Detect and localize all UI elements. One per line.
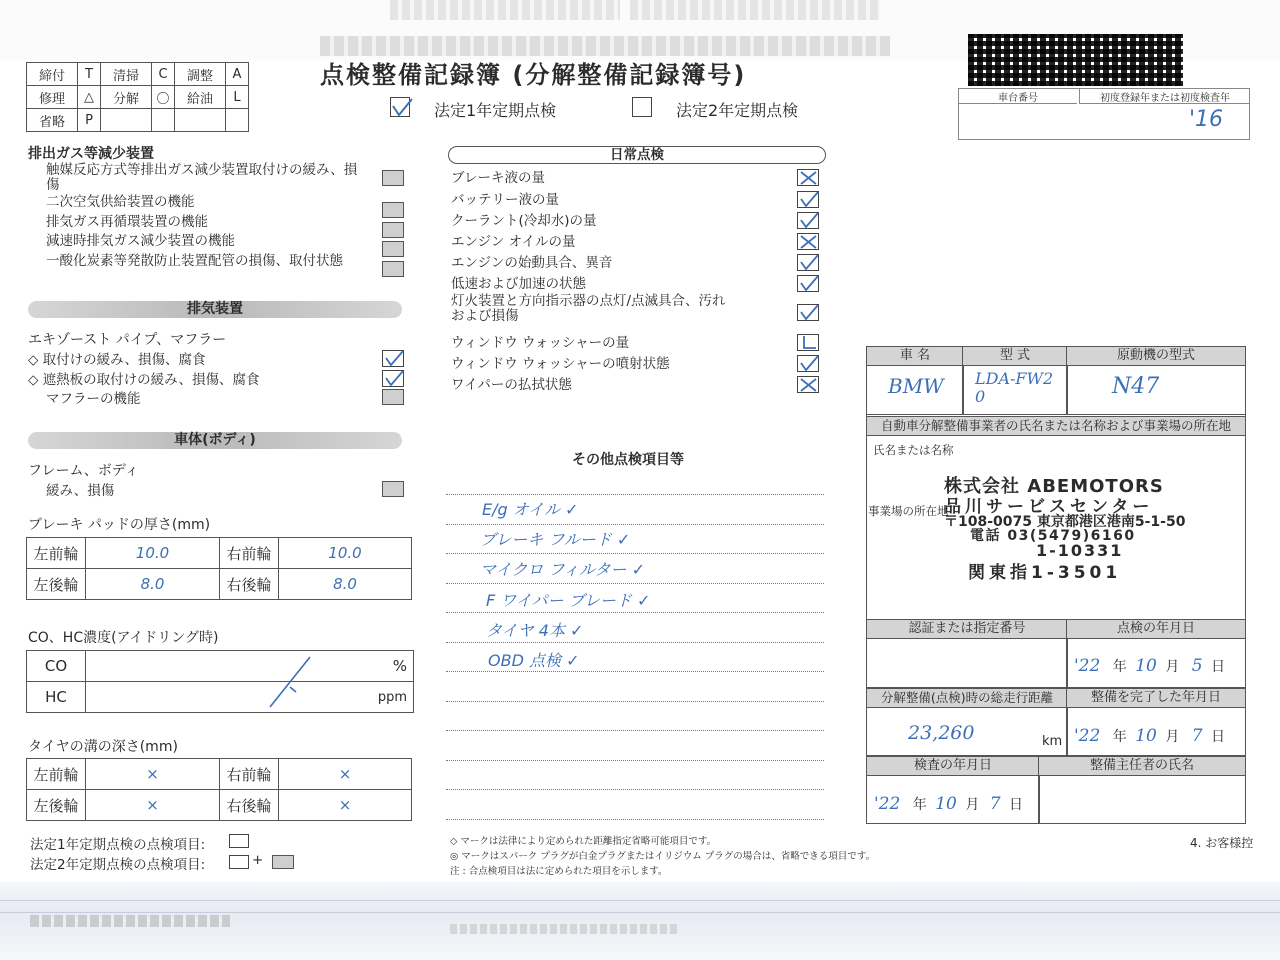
exhaust-checkbox[interactable] (382, 389, 404, 405)
other-dotted-line (446, 789, 824, 790)
other-note: マイクロ フィルター ✓ (480, 560, 646, 579)
option1-label: 法定1年定期点検 (434, 101, 557, 120)
body-checkbox[interactable] (382, 481, 404, 497)
legend-cell: 修理 (27, 86, 78, 109)
km-unit: km (1042, 734, 1063, 749)
legend-cell: C (152, 63, 175, 86)
daily-item: 灯火装置と方向指示器の点灯/点滅具合、汚れおよび損傷 (451, 293, 726, 324)
brake-pad-table (26, 537, 412, 600)
cert-number-2: 関東指1-3501 (968, 563, 1122, 583)
legend-cell (101, 109, 152, 132)
daily-checkbox[interactable] (797, 355, 819, 372)
engine-value: N47 (1112, 374, 1160, 399)
daily-checkbox[interactable] (797, 304, 819, 321)
exam-day-unit: 日 (1009, 797, 1024, 813)
legend-cell: T (78, 63, 101, 86)
body-item-label: 緩み、損傷 (46, 483, 115, 499)
page-edge-1 (0, 900, 1280, 901)
brake-rl-value: 8.0 (86, 569, 220, 600)
exhaust-gas-item: 触媒反応方式等排出ガス減少装置取付けの緩み、損傷 (46, 162, 358, 193)
exhaust-item: マフラーの機能 (46, 391, 141, 407)
inspect-mm: 10 (1135, 656, 1157, 676)
mirrored-text-bleed-2 (630, 0, 880, 20)
other-dotted-line (446, 671, 824, 672)
exam-month-unit: 月 (965, 797, 980, 813)
addr-label: 事業場の所在地 (868, 504, 949, 518)
exhaust-item: ◇ 遮熱板の取付けの緩み、損傷、腐食 (28, 372, 260, 388)
daily-item: ウィンドウ ウォッシャーの噴射状態 (451, 356, 670, 372)
daily-item: ウィンドウ ウォッシャーの量 (451, 335, 630, 351)
option1-checkbox[interactable] (390, 97, 410, 117)
footer-line1: 法定1年定期点検の点検項目: (30, 837, 206, 853)
branch-name: 品川サービスセンター (944, 497, 1154, 517)
other-dotted-line (446, 730, 824, 731)
complete-label: 整備を完了した年月日 (1066, 688, 1246, 708)
exam-yy: '22 (874, 794, 901, 814)
exhaust-gas-item: 二次空気供給装置の機能 (46, 194, 195, 210)
exhaust-item: ◇ 取付けの緩み、損傷、腐食 (28, 352, 206, 368)
exhaust-gas-checkbox[interactable] (382, 202, 404, 218)
exhaust-gas-checkbox[interactable] (382, 261, 404, 277)
legend-cell: 清掃 (101, 63, 152, 86)
footer-white-box-1 (229, 834, 249, 848)
complete-year-unit: 年 (1112, 729, 1127, 745)
exam-mm: 10 (935, 794, 957, 814)
complete-date-row (1074, 726, 1242, 746)
other-dotted-line (446, 701, 824, 702)
body-heading: フレーム、ボディ (28, 463, 139, 479)
vehicle-header-box (958, 88, 1250, 140)
tire-fr-label: 右前輪 (220, 759, 279, 790)
complete-month-unit: 月 (1165, 729, 1180, 745)
tire-rr-value: × (279, 790, 412, 821)
option2-checkbox[interactable] (632, 97, 652, 117)
mirrored-text-bleed (390, 0, 620, 20)
other-note: E/g オイル ✓ (482, 500, 579, 519)
inspect-dd: 5 (1191, 656, 1203, 676)
legend-table (26, 62, 249, 132)
other-note: F ワイパー ブレード ✓ (486, 591, 651, 610)
daily-heading: 日常点検 (448, 146, 826, 164)
brake-fl-label: 左前輪 (27, 538, 86, 569)
body-band: 車体(ボディ) (28, 432, 402, 449)
cert-label: 認証または指定番号 (866, 619, 1068, 639)
other-dotted-line (446, 583, 824, 584)
other-heading: その他点検項目等 (572, 452, 684, 468)
tire-rl-value: × (86, 790, 220, 821)
model-label: 型 式 (962, 346, 1068, 366)
exam-date-row (874, 794, 1036, 814)
daily-checkbox[interactable] (797, 169, 819, 186)
exhaust-gas-item: 排気ガス再循環装置の機能 (46, 214, 208, 230)
other-note: タイヤ 4本 ✓ (486, 621, 584, 640)
address: 〒108-0075 東京都港区港南5-1-50 (944, 514, 1186, 530)
exam-date-label: 検査の年月日 (866, 756, 1040, 776)
tire-fl-label: 左前輪 (27, 759, 86, 790)
chief-label: 整備主任者の氏名 (1038, 756, 1246, 776)
chief-cell (1038, 775, 1246, 824)
inspect-date-label: 点検の年月日 (1066, 619, 1246, 639)
name-label: 氏名または名称 (873, 443, 954, 457)
car-name-value: BMW (888, 374, 944, 398)
co-label: CO (27, 651, 86, 682)
legend-cell: P (78, 109, 101, 132)
legend-cell: A (226, 63, 249, 86)
exhaust-gas-heading: 排出ガス等減少装置 (28, 146, 154, 162)
other-dotted-line (446, 524, 824, 525)
inspect-day-unit: 日 (1211, 659, 1226, 675)
other-note: ブレーキ フルード ✓ (480, 530, 631, 549)
daily-item: ワイパーの払拭状態 (451, 377, 572, 393)
daily-item: バッテリー液の量 (451, 192, 559, 208)
complete-mm: 10 (1135, 726, 1157, 746)
complete-yy: '22 (1074, 726, 1101, 746)
co-hc-heading: CO、HC濃度(アイドリング時) (28, 630, 219, 646)
tire-fr-value: × (279, 759, 412, 790)
tire-rl-label: 左後輪 (27, 790, 86, 821)
inspect-month-unit: 月 (1165, 659, 1180, 675)
first-reg-value: '16 (1189, 107, 1224, 132)
daily-item: エンジン オイルの量 (451, 234, 576, 250)
footer-plus: + (252, 852, 264, 868)
exhaust-heading: エキゾースト パイプ、マフラー (28, 332, 227, 348)
reg-number-label: 車台番号 (959, 89, 1077, 104)
hc-label: HC (27, 682, 86, 713)
company-name: 株式会社 ABEMOTORS (944, 476, 1164, 497)
co-unit: % (86, 651, 414, 682)
complete-dd: 7 (1191, 726, 1203, 746)
other-dotted-line (446, 494, 824, 495)
model-value: LDA-FW20 (975, 369, 1054, 406)
legend-cell: 省略 (27, 109, 78, 132)
footer-line2: 法定2年定期点検の点検項目: (30, 857, 206, 873)
daily-checkbox[interactable] (797, 233, 819, 250)
inspect-year-unit: 年 (1112, 659, 1127, 675)
mirrored-title-bleed (320, 36, 890, 56)
complete-day-unit: 日 (1211, 729, 1226, 745)
daily-checkbox[interactable] (797, 212, 819, 229)
brake-pad-heading: ブレーキ パッドの厚さ(mm) (28, 517, 211, 533)
mileage-label: 分解整備(点検)時の総走行距離 (866, 688, 1068, 708)
daily-checkbox[interactable] (797, 376, 819, 393)
co-hc-strike (260, 652, 320, 712)
exam-year-unit: 年 (912, 797, 927, 813)
bottom-note: ◇ マークは法律により定められた距離指定省略可能項目です。 (450, 836, 717, 847)
page-title: 点検整備記録簿 (分解整備記録簿号) (320, 61, 747, 89)
page-edge-2 (0, 912, 1280, 913)
exhaust-gas-checkbox[interactable] (382, 222, 404, 238)
exhaust-gas-item: 減速時排気ガス減少装置の機能 (46, 233, 235, 249)
other-note: OBD 点検 ✓ (488, 651, 580, 670)
legend-cell: 分解 (101, 86, 152, 109)
other-dotted-line (446, 819, 824, 820)
daily-item: 低速および加速の状態 (451, 276, 586, 292)
brake-rl-label: 左後輪 (27, 569, 86, 600)
tire-heading: タイヤの溝の深さ(mm) (28, 739, 178, 755)
legend-cell: 〇 (152, 86, 175, 109)
exhaust-gas-item: 一酸化炭素等発散防止装置配管の損傷、取付状態 (46, 253, 343, 269)
tire-fl-value: × (86, 759, 220, 790)
daily-item: ブレーキ液の量 (451, 170, 545, 186)
first-reg-label: 初度登録年または初度検査年 (1079, 89, 1250, 104)
co-hc-table (26, 650, 414, 713)
tire-rr-label: 右後輪 (220, 790, 279, 821)
page-number: 4. お客様控 (1190, 836, 1254, 850)
exhaust-checkbox[interactable] (382, 350, 404, 367)
legend-cell: 給油 (175, 86, 226, 109)
exhaust-gas-checkbox[interactable] (382, 170, 404, 186)
inspect-yy: '22 (1074, 656, 1101, 676)
daily-checkbox[interactable] (797, 191, 819, 208)
legend-cell (152, 109, 175, 132)
legend-cell (226, 109, 249, 132)
legend-cell: L (226, 86, 249, 109)
engine-label: 原動機の型式 (1066, 346, 1246, 366)
bottom-note: ◎ マークはスパーク プラグが白金プラグまたはイリジウム プラグの場合は、省略できる項目です。 (450, 851, 875, 862)
brake-fr-label: 右前輪 (220, 538, 279, 569)
exam-dd: 7 (989, 794, 1001, 814)
daily-checkbox[interactable] (797, 334, 819, 351)
hc-unit: ppm (86, 682, 414, 713)
car-name-label: 車 名 (866, 346, 964, 366)
other-dotted-line (446, 612, 824, 613)
daily-checkbox[interactable] (797, 254, 819, 271)
cert-number-1: 1-10331 (1036, 541, 1124, 560)
bottom-text-bleed (30, 915, 230, 927)
exhaust-gas-checkbox[interactable] (382, 241, 404, 257)
daily-item: クーラント(冷却水)の量 (451, 213, 597, 229)
legend-cell: 調整 (175, 63, 226, 86)
inspect-date-row (1074, 656, 1242, 676)
footer-white-box-2 (229, 855, 249, 869)
tire-table (26, 758, 412, 821)
cert-cell (866, 638, 1068, 688)
exhaust-band: 排気装置 (28, 301, 402, 318)
other-dotted-line (446, 642, 824, 643)
footer-grey-box (272, 855, 294, 869)
mileage-value: 23,260 (908, 722, 975, 744)
legend-cell (175, 109, 226, 132)
brake-rr-value: 8.0 (279, 569, 412, 600)
biz-header: 自動車分解整備事業者の氏名または名称および事業場の所在地 (866, 416, 1246, 436)
other-dotted-line (446, 760, 824, 761)
phone: 電話 03(5479)6160 (970, 528, 1136, 544)
exhaust-checkbox[interactable] (382, 370, 404, 387)
daily-checkbox[interactable] (797, 275, 819, 292)
brake-fr-value: 10.0 (279, 538, 412, 569)
other-dotted-line (446, 553, 824, 554)
bottom-note: 注 : 合点検項目は法に定められた項目を示します。 (450, 866, 668, 877)
brake-fl-value: 10.0 (86, 538, 220, 569)
redacted-vehicle-number (968, 34, 1183, 86)
option2-label: 法定2年定期点検 (676, 101, 799, 120)
bottom-text-bleed-2 (450, 924, 680, 934)
daily-item: エンジンの始動具合、異音 (451, 255, 613, 271)
legend-cell: 締付 (27, 63, 78, 86)
legend-cell: △ (78, 86, 101, 109)
brake-rr-label: 右後輪 (220, 569, 279, 600)
